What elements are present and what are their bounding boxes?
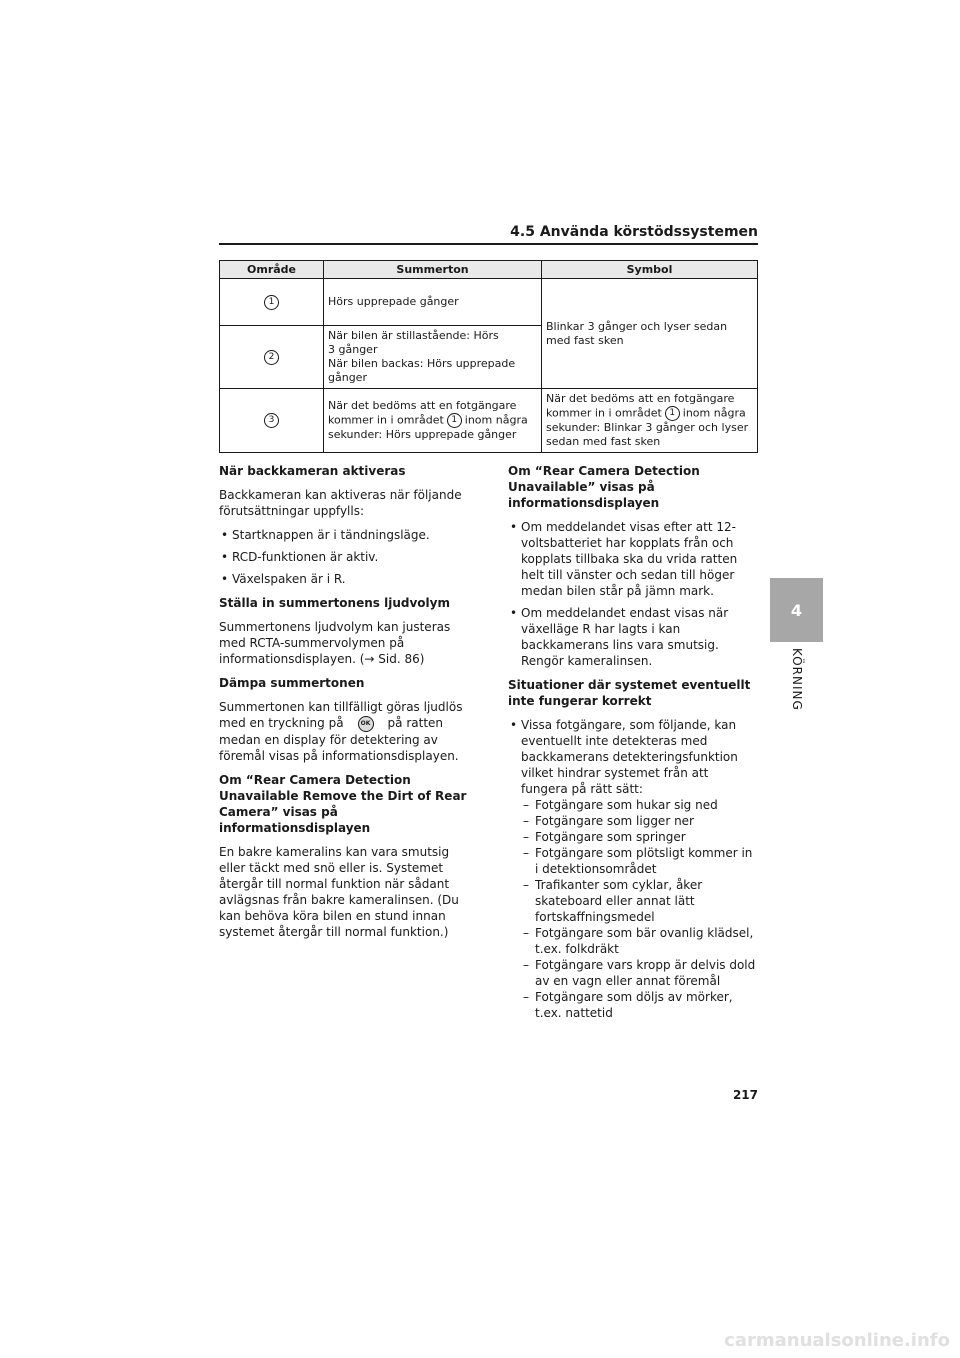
table-row bbox=[220, 279, 758, 326]
symbol-cell bbox=[542, 389, 758, 453]
chapter-label: KÖRNING bbox=[790, 648, 804, 711]
list-item: • Startknappen är i tändningsläge. bbox=[219, 527, 467, 543]
paragraph-mute bbox=[219, 699, 467, 764]
symbol-cell: Blinkar 3 gånger och lyser sedan med fast sken bbox=[542, 279, 758, 389]
tone-line: När bilen är stillastående: Hörs bbox=[328, 329, 499, 342]
header-symbol: Symbol bbox=[542, 261, 758, 279]
symbol-text-pre: När det bedöms att en fotgängare kommer in i området bbox=[546, 392, 735, 420]
paragraph: En bakre kameralins kan vara smutsig eller täckt med snö eller is. Systemet återgår till normal funktion när sådant avlägsnas från bakre kameralinsen. (Du kan behöva köra bilen en stund innan systemet återgår till normal funktion.) bbox=[219, 844, 459, 939]
list-item-text: Vissa fotgängare, som följande, kan eventuellt inte detekteras med backkamerans detekteringsfunktion vilket hindrar systemet från att fungera på rätt sätt: bbox=[521, 718, 738, 796]
dash-item: – Fotgängare som ligger ner bbox=[521, 813, 756, 829]
list-item: • Om meddelandet visas efter att 12-voltsbatteriet har kopplats från och kopplats tillbaka ska du vrida ratten helt till vänster och sedan till höger medan bilen står på jämn mark. bbox=[508, 519, 756, 599]
header-tone: Summerton bbox=[324, 261, 542, 279]
area-cell bbox=[220, 389, 324, 453]
list-item: • Växelspaken är i R. bbox=[219, 571, 467, 587]
heading-dirt-message: Om “Rear Camera Detection Unavailable Remove the Dirt of Rear Camera” visas på informationsdisplayen bbox=[219, 772, 467, 835]
tone-text-pre: När det bedöms att en fotgängare kommer in i området bbox=[328, 399, 517, 427]
summer-table bbox=[219, 260, 758, 453]
symbol-text-post: inom några sekunder: Blinkar 3 gånger och lyser sedan med fast sken bbox=[546, 406, 749, 448]
list-item bbox=[508, 717, 756, 1021]
heading-unavailable-message: Om “Rear Camera Detection Unavailable” visas på informationsdisplayen bbox=[508, 464, 700, 510]
area-number-badge: 2 bbox=[264, 350, 279, 365]
dash-item: – Fotgängare vars kropp är delvis dold av en vagn eller annat föremål bbox=[521, 957, 756, 989]
condition-list bbox=[219, 527, 467, 587]
area-ref-badge: 1 bbox=[665, 406, 680, 421]
pedestrian-list bbox=[521, 797, 756, 1021]
tone-line: gånger bbox=[328, 371, 367, 384]
text-pre: Summertonen kan tillfälligt göras ljudlös med en tryckning på bbox=[219, 700, 463, 730]
list-item: • Om meddelandet endast visas när växelläge R har lagts i kan backkamerans lins vara smutsig. Rengör kameralinsen. bbox=[508, 605, 756, 669]
area-number-badge: 3 bbox=[264, 413, 279, 428]
header-area: Område bbox=[220, 261, 324, 279]
left-column bbox=[219, 463, 467, 948]
unavailable-list bbox=[508, 519, 756, 669]
table-header-row bbox=[220, 261, 758, 279]
area-cell bbox=[220, 326, 324, 389]
paragraph: Summertonens ljudvolym kan justeras med RCTA-summervolymen på informationsdisplayen. (→ Sid. 86) bbox=[219, 620, 451, 666]
right-column bbox=[508, 463, 756, 1029]
tone-line: 3 gånger bbox=[328, 343, 378, 356]
tone-cell bbox=[324, 326, 542, 389]
dash-item: – Fotgängare som döljs av mörker, t.ex. nattetid bbox=[521, 989, 756, 1021]
text-post: på ratten medan en display för detektering av föremål visas på informationsdisplayen. bbox=[219, 716, 459, 763]
section-title: 4.5 Använda körstödssystemen bbox=[510, 224, 758, 240]
area-number-badge: 1 bbox=[264, 295, 279, 310]
page-number: 217 bbox=[732, 1088, 758, 1102]
dash-item: – Fotgängare som hukar sig ned bbox=[521, 797, 756, 813]
heading-camera-activation: När backkameran aktiveras bbox=[219, 464, 406, 478]
list-item: • RCD-funktionen är aktiv. bbox=[219, 549, 467, 565]
dash-item: – Fotgängare som bär ovanlig klädsel, t.ex. folkdräkt bbox=[521, 925, 756, 957]
tone-text-post: inom några sekunder: Hörs upprepade gånger bbox=[328, 413, 528, 441]
tone-cell bbox=[324, 389, 542, 453]
heading-limitations: Situationer där systemet eventuellt inte fungerar korrekt bbox=[508, 678, 751, 708]
dash-item: – Trafikanter som cyklar, åker skateboard eller annat lätt fortskaffningsmedel bbox=[521, 877, 756, 925]
tone-line: När bilen backas: Hörs upprepade bbox=[328, 357, 516, 370]
paragraph: Backkameran kan aktiveras när följande förutsättningar uppfylls: bbox=[219, 488, 462, 518]
limitations-list bbox=[508, 717, 756, 1021]
title-rule bbox=[219, 243, 758, 245]
ok-button-icon: OK bbox=[358, 716, 374, 732]
area-cell bbox=[220, 279, 324, 326]
area-ref-badge: 1 bbox=[447, 413, 462, 428]
tone-cell: Hörs upprepade gånger bbox=[324, 279, 542, 326]
watermark: carmanualsonline.info bbox=[724, 1330, 950, 1351]
table-row bbox=[220, 389, 758, 453]
heading-volume: Ställa in summertonens ljudvolym bbox=[219, 596, 450, 610]
dash-item: – Fotgängare som springer bbox=[521, 829, 756, 845]
dash-item: – Fotgängare som plötsligt kommer in i detektionsområdet bbox=[521, 845, 756, 877]
chapter-tab: 4 bbox=[770, 578, 823, 642]
heading-mute: Dämpa summertonen bbox=[219, 676, 365, 690]
